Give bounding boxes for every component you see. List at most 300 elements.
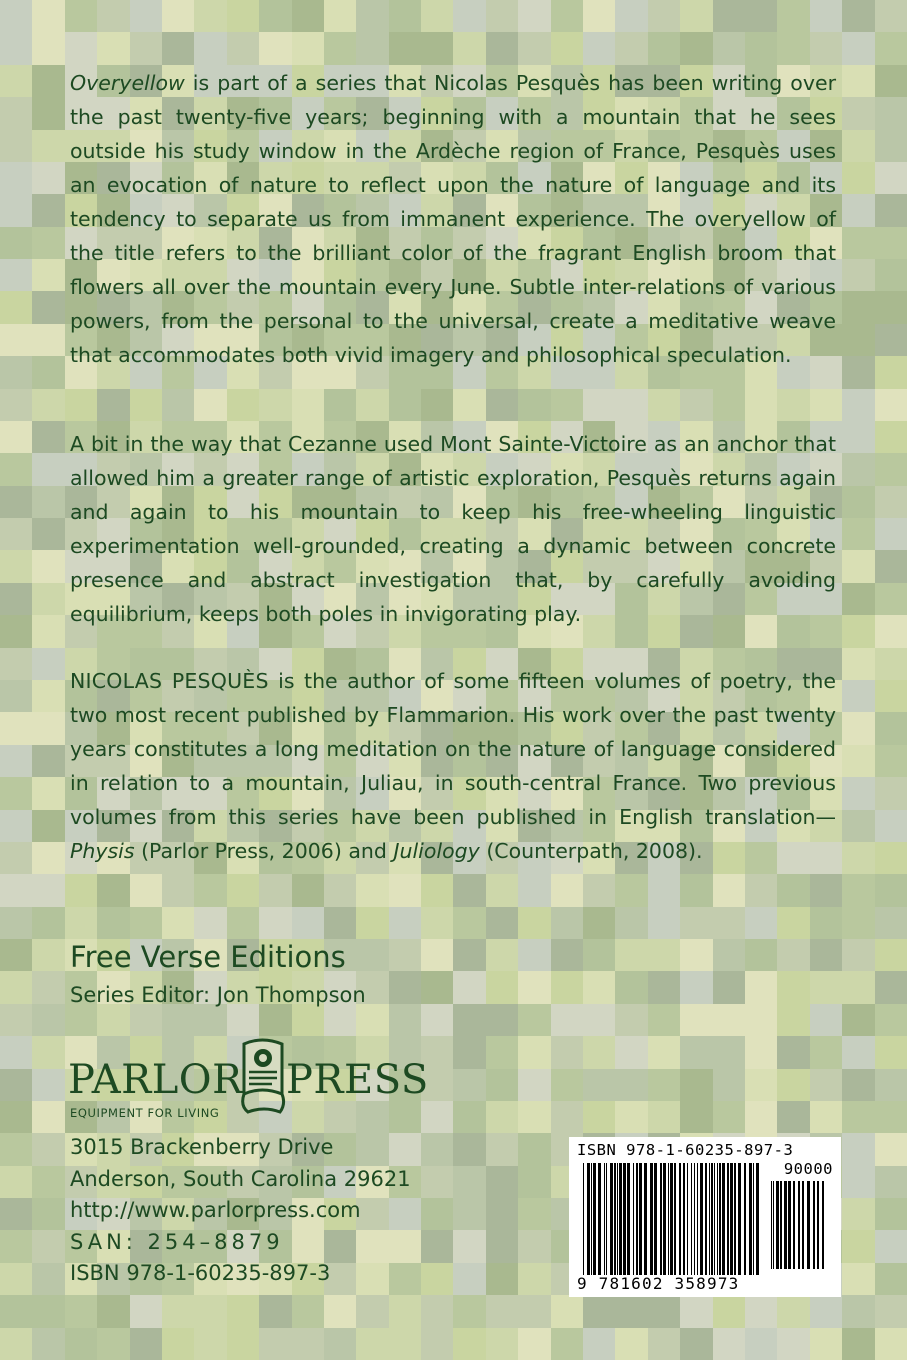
mosaic-tile: [583, 1328, 615, 1360]
mosaic-tile: [0, 907, 32, 939]
mosaic-tile: [875, 1263, 907, 1295]
mosaic-tile: [875, 777, 907, 809]
mosaic-tile: [615, 1069, 647, 1101]
mosaic-tile: [0, 324, 32, 356]
mosaic-tile: [842, 745, 874, 777]
mosaic-tile: [421, 0, 453, 32]
barcode-bar: [822, 1181, 824, 1269]
description-paragraph-2: A bit in the way that Cezanne used Mont Sainte-Victoire as an anchor that allowed him a greater range of artistic exploration, Pesquès returns again and again to his mountain to keep his free-wheeling linguistic experimentation well-grounded, creating a dynamic between concrete presence and abstract investigation that, by carefully avoiding equilibrium, keeps both poles in invigorating play.: [70, 432, 836, 626]
mosaic-tile: [842, 1263, 874, 1295]
mosaic-tile: [453, 874, 485, 906]
mosaic-tile: [32, 32, 64, 64]
mosaic-tile: [0, 259, 32, 291]
mosaic-tile: [0, 1004, 32, 1036]
mosaic-tile: [32, 583, 64, 615]
book-title: Overyellow: [70, 71, 185, 95]
mosaic-tile: [194, 32, 226, 64]
mosaic-tile: [810, 1101, 842, 1133]
mosaic-tile: [356, 874, 388, 906]
logo-word-press: PRESS: [286, 1057, 429, 1103]
mosaic-tile: [486, 1004, 518, 1036]
mosaic-tile: [486, 1263, 518, 1295]
mosaic-tile: [583, 1069, 615, 1101]
mosaic-tile: [777, 1036, 809, 1068]
mosaic-tile: [453, 1036, 485, 1068]
mosaic-tile: [389, 939, 421, 971]
mosaic-tile: [842, 842, 874, 874]
mosaic-tile: [421, 1295, 453, 1327]
barcode-bar: [734, 1163, 736, 1275]
mosaic-tile: [842, 1230, 874, 1262]
mosaic-tile: [227, 1328, 259, 1360]
mosaic-tile: [875, 648, 907, 680]
mosaic-tile: [842, 939, 874, 971]
mosaic-tile: [745, 0, 777, 32]
mosaic-tile: [583, 0, 615, 32]
mosaic-tile: [842, 810, 874, 842]
mosaic-tile: [842, 453, 874, 485]
mosaic-tile: [389, 1328, 421, 1360]
mosaic-tile: [356, 1328, 388, 1360]
mosaic-tile: [680, 1004, 712, 1036]
barcode-bar: [591, 1163, 592, 1275]
mosaic-tile: [486, 1230, 518, 1262]
mosaic-tile: [583, 1101, 615, 1133]
series-title: Free Verse Editions: [70, 940, 346, 974]
barcode-bar: [727, 1163, 729, 1275]
mosaic-tile: [32, 1036, 64, 1068]
barcode-bar: [670, 1163, 673, 1275]
mosaic-tile: [518, 32, 550, 64]
mosaic-tile: [32, 971, 64, 1003]
mosaic-tile: [0, 486, 32, 518]
mosaic-tile: [842, 1101, 874, 1133]
mosaic-tile: [0, 550, 32, 582]
isbn-barcode: [569, 1137, 841, 1297]
mosaic-tile: [842, 712, 874, 744]
isbn-number: ISBN 978-1-60235-897-3: [70, 1261, 331, 1285]
mosaic-tile: [777, 1328, 809, 1360]
mosaic-tile: [842, 227, 874, 259]
mosaic-tile: [777, 1069, 809, 1101]
mosaic-tile: [32, 550, 64, 582]
mosaic-tile: [0, 1295, 32, 1327]
mosaic-tile: [32, 810, 64, 842]
mosaic-tile: [453, 389, 485, 421]
mosaic-tile: [453, 1263, 485, 1295]
mosaic-tile: [486, 907, 518, 939]
mosaic-tile: [356, 907, 388, 939]
barcode-bar: [788, 1181, 791, 1269]
mosaic-tile: [0, 65, 32, 97]
mosaic-tile: [875, 324, 907, 356]
barcode-bar: [711, 1163, 713, 1275]
mosaic-tile: [810, 1004, 842, 1036]
mosaic-tile: [842, 356, 874, 388]
mosaic-tile: [875, 97, 907, 129]
mosaic-tile: [259, 1328, 291, 1360]
mosaic-tile: [0, 680, 32, 712]
mosaic-tile: [875, 810, 907, 842]
mosaic-tile: [842, 130, 874, 162]
mosaic-tile: [453, 1004, 485, 1036]
mosaic-tile: [875, 680, 907, 712]
barcode-bar: [619, 1163, 622, 1275]
mosaic-tile: [745, 32, 777, 64]
mosaic-tile: [810, 874, 842, 906]
mosaic-tile: [162, 0, 194, 32]
mosaic-tile: [486, 1166, 518, 1198]
bio-text: (Parlor Press, 2006) and: [134, 839, 394, 863]
mosaic-tile: [648, 1036, 680, 1068]
mosaic-tile: [356, 0, 388, 32]
barcode-bar: [627, 1163, 630, 1275]
mosaic-tile: [875, 130, 907, 162]
mosaic-tile: [356, 389, 388, 421]
mosaic-tile: [745, 939, 777, 971]
mosaic-tile: [324, 1295, 356, 1327]
mosaic-tile: [194, 907, 226, 939]
mosaic-tile: [648, 874, 680, 906]
mosaic-tile: [875, 1328, 907, 1360]
mosaic-tile: [453, 939, 485, 971]
address-street: 3015 Brackenberry Drive: [70, 1135, 334, 1159]
barcode-bar: [744, 1163, 746, 1275]
barcode-bar: [749, 1163, 752, 1275]
mosaic-tile: [713, 32, 745, 64]
mosaic-tile: [745, 1295, 777, 1327]
mosaic-tile: [130, 389, 162, 421]
mosaic-tile: [453, 1069, 485, 1101]
barcode-bar: [700, 1163, 703, 1275]
mosaic-tile: [32, 194, 64, 226]
mosaic-tile: [453, 1230, 485, 1262]
barcode-bar: [722, 1163, 725, 1275]
mosaic-tile: [551, 971, 583, 1003]
mosaic-tile: [421, 939, 453, 971]
barcode-bar: [663, 1163, 666, 1275]
mosaic-tile: [130, 1328, 162, 1360]
mosaic-tile: [0, 583, 32, 615]
mosaic-tile: [421, 1263, 453, 1295]
mosaic-tile: [745, 1101, 777, 1133]
mosaic-tile: [551, 1101, 583, 1133]
barcode-bars: [583, 1163, 763, 1275]
mosaic-tile: [32, 1069, 64, 1101]
mosaic-tile: [292, 389, 324, 421]
mosaic-tile: [32, 648, 64, 680]
mosaic-tile: [486, 1069, 518, 1101]
mosaic-tile: [518, 1101, 550, 1133]
mosaic-tile: [389, 1004, 421, 1036]
logo-tagline: EQUIPMENT FOR LIVING: [70, 1106, 220, 1120]
mosaic-tile: [421, 907, 453, 939]
mosaic-tile: [842, 486, 874, 518]
mosaic-tile: [745, 971, 777, 1003]
mosaic-tile: [32, 1198, 64, 1230]
publisher-contact: [70, 1132, 411, 1290]
mosaic-tile: [680, 389, 712, 421]
mosaic-tile: [842, 1166, 874, 1198]
mosaic-tile: [551, 1069, 583, 1101]
mosaic-tile: [810, 1036, 842, 1068]
barcode-bar: [636, 1163, 638, 1275]
barcode-bar: [650, 1163, 653, 1275]
barcode-bar: [694, 1163, 695, 1275]
barcode-bar: [813, 1181, 815, 1269]
mosaic-tile: [583, 971, 615, 1003]
barcode-bar: [756, 1163, 759, 1275]
mosaic-tile: [875, 583, 907, 615]
mosaic-tile: [875, 971, 907, 1003]
barcode-bar: [697, 1163, 698, 1275]
mosaic-tile: [130, 32, 162, 64]
mosaic-tile: [65, 1295, 97, 1327]
barcode-bar: [679, 1163, 681, 1275]
mosaic-tile: [421, 1166, 453, 1198]
mosaic-tile: [745, 1004, 777, 1036]
mosaic-tile: [0, 130, 32, 162]
mosaic-tile: [0, 518, 32, 550]
mosaic-tile: [0, 162, 32, 194]
mosaic-tile: [453, 1101, 485, 1133]
mosaic-tile: [259, 389, 291, 421]
mosaic-tile: [842, 1198, 874, 1230]
mosaic-tile: [130, 874, 162, 906]
publisher-url[interactable]: http://www.parlorpress.com: [70, 1198, 361, 1222]
mosaic-tile: [421, 971, 453, 1003]
mosaic-tile: [551, 0, 583, 32]
mosaic-tile: [713, 1036, 745, 1068]
mosaic-tile: [0, 291, 32, 323]
author-name: NICOLAS PESQUÈS: [70, 669, 269, 693]
mosaic-tile: [32, 842, 64, 874]
mosaic-tile: [875, 907, 907, 939]
mosaic-tile: [486, 1198, 518, 1230]
mosaic-tile: [194, 1328, 226, 1360]
mosaic-tile: [875, 389, 907, 421]
mosaic-tile: [292, 32, 324, 64]
mosaic-tile: [0, 1230, 32, 1262]
mosaic-tile: [259, 907, 291, 939]
mosaic-tile: [32, 745, 64, 777]
mosaic-tile: [32, 1230, 64, 1262]
mosaic-tile: [227, 907, 259, 939]
barcode-bar: [687, 1163, 688, 1275]
mosaic-tile: [486, 874, 518, 906]
mosaic-tile: [810, 907, 842, 939]
barcode-bar: [604, 1163, 605, 1275]
mosaic-tile: [389, 32, 421, 64]
mosaic-tile: [0, 939, 32, 971]
mosaic-tile: [875, 32, 907, 64]
mosaic-tile: [0, 97, 32, 129]
mosaic-tile: [324, 907, 356, 939]
mosaic-tile: [842, 518, 874, 550]
barcode-bar: [583, 1163, 584, 1275]
mosaic-tile: [194, 1295, 226, 1327]
mosaic-tile: [0, 1036, 32, 1068]
author-bio-paragraph: [70, 664, 836, 868]
mosaic-tile: [842, 1036, 874, 1068]
mosaic-tile: [0, 1133, 32, 1165]
mosaic-tile: [32, 0, 64, 32]
mosaic-tile: [32, 65, 64, 97]
mosaic-tile: [842, 0, 874, 32]
mosaic-tile: [32, 421, 64, 453]
mosaic-tile: [292, 1295, 324, 1327]
mosaic-tile: [875, 874, 907, 906]
mosaic-tile: [259, 0, 291, 32]
mosaic-tile: [713, 874, 745, 906]
mosaic-tile: [518, 1295, 550, 1327]
mosaic-tile: [875, 259, 907, 291]
mosaic-tile: [0, 1328, 32, 1360]
mosaic-tile: [97, 1295, 129, 1327]
mosaic-tile: [389, 874, 421, 906]
mosaic-tile: [745, 389, 777, 421]
barcode-price-code: 90000: [783, 1160, 833, 1178]
mosaic-tile: [32, 389, 64, 421]
barcode-bar: [780, 1181, 782, 1269]
mosaic-tile: [32, 227, 64, 259]
mosaic-tile: [486, 971, 518, 1003]
mosaic-tile: [324, 874, 356, 906]
mosaic-tile: [777, 939, 809, 971]
mosaic-tile: [259, 874, 291, 906]
mosaic-tile: [713, 389, 745, 421]
mosaic-tile: [648, 907, 680, 939]
mosaic-tile: [0, 777, 32, 809]
mosaic-tile: [0, 32, 32, 64]
mosaic-tile: [842, 777, 874, 809]
mosaic-tile: [65, 32, 97, 64]
barcode-bar: [668, 1163, 669, 1275]
mosaic-tile: [680, 939, 712, 971]
mosaic-tile: [615, 389, 647, 421]
barcode-isbn-label: ISBN 978-1-60235-897-3: [577, 1141, 794, 1159]
address-city: Anderson, South Carolina 29621: [70, 1166, 411, 1191]
mosaic-tile: [389, 1295, 421, 1327]
mosaic-tile: [680, 1295, 712, 1327]
mosaic-tile: [583, 32, 615, 64]
mosaic-tile: [842, 421, 874, 453]
mosaic-tile: [777, 874, 809, 906]
mosaic-tile: [32, 453, 64, 485]
barcode-bar: [793, 1181, 795, 1269]
mosaic-tile: [875, 1166, 907, 1198]
mosaic-tile: [65, 907, 97, 939]
mosaic-tile: [486, 0, 518, 32]
series-editor: Series Editor: Jon Thompson: [70, 983, 366, 1007]
description-paragraph-1: [70, 66, 836, 372]
mosaic-tile: [745, 874, 777, 906]
mosaic-tile: [356, 32, 388, 64]
mosaic-tile: [648, 1101, 680, 1133]
mosaic-tile: [713, 0, 745, 32]
mosaic-tile: [842, 259, 874, 291]
mosaic-tile: [810, 32, 842, 64]
mosaic-tile: [389, 971, 421, 1003]
mosaic-tile: [259, 1295, 291, 1327]
barcode-bar: [644, 1163, 647, 1275]
barcode-bar: [771, 1181, 772, 1269]
barcode-bar: [773, 1181, 774, 1269]
mosaic-tile: [162, 32, 194, 64]
mosaic-tile: [745, 1036, 777, 1068]
mosaic-tile: [0, 1263, 32, 1295]
mosaic-tile: [162, 1328, 194, 1360]
barcode-bar: [730, 1163, 733, 1275]
mosaic-tile: [875, 453, 907, 485]
mosaic-tile: [227, 32, 259, 64]
mosaic-tile: [810, 389, 842, 421]
mosaic-tile: [842, 97, 874, 129]
mosaic-tile: [32, 907, 64, 939]
mosaic-tile: [292, 1328, 324, 1360]
mosaic-tile: [324, 0, 356, 32]
mosaic-tile: [615, 907, 647, 939]
mosaic-tile: [32, 777, 64, 809]
mosaic-tile: [648, 389, 680, 421]
mosaic-tile: [453, 1166, 485, 1198]
mosaic-tile: [875, 65, 907, 97]
mosaic-tile: [389, 907, 421, 939]
mosaic-tile: [551, 1036, 583, 1068]
mosaic-tile: [875, 1004, 907, 1036]
mosaic-tile: [518, 1328, 550, 1360]
mosaic-tile: [162, 389, 194, 421]
barcode-bar: [593, 1163, 596, 1275]
mosaic-tile: [292, 874, 324, 906]
bio-text: (Counterpath, 2008).: [479, 839, 703, 863]
barcode-bar: [639, 1163, 642, 1275]
barcode-bar: [709, 1163, 710, 1275]
mosaic-tile: [389, 389, 421, 421]
mosaic-tile: [648, 939, 680, 971]
barcode-bar: [598, 1163, 601, 1275]
mosaic-tile: [680, 907, 712, 939]
book-title-juliology: Juliology: [393, 839, 480, 863]
mosaic-tile: [0, 227, 32, 259]
mosaic-tile: [615, 1004, 647, 1036]
mosaic-tile: [648, 1069, 680, 1101]
mosaic-tile: [32, 615, 64, 647]
barcode-bar: [719, 1163, 721, 1275]
mosaic-tile: [583, 1036, 615, 1068]
mosaic-tile: [875, 194, 907, 226]
mosaic-tile: [32, 324, 64, 356]
mosaic-tile: [32, 1263, 64, 1295]
mosaic-tile: [648, 1295, 680, 1327]
mosaic-tile: [32, 162, 64, 194]
mosaic-tile: [32, 939, 64, 971]
mosaic-tile: [518, 1230, 550, 1262]
mosaic-tile: [615, 1295, 647, 1327]
mosaic-tile: [518, 1004, 550, 1036]
mosaic-tile: [842, 874, 874, 906]
mosaic-tile: [551, 32, 583, 64]
mosaic-tile: [486, 1101, 518, 1133]
parlor-press-logo: [68, 1036, 438, 1128]
barcode-bar: [776, 1181, 779, 1269]
mosaic-tile: [713, 1295, 745, 1327]
mosaic-tile: [583, 939, 615, 971]
mosaic-tile: [680, 0, 712, 32]
mosaic-tile: [486, 389, 518, 421]
mosaic-tile: [453, 0, 485, 32]
mosaic-tile: [32, 1101, 64, 1133]
